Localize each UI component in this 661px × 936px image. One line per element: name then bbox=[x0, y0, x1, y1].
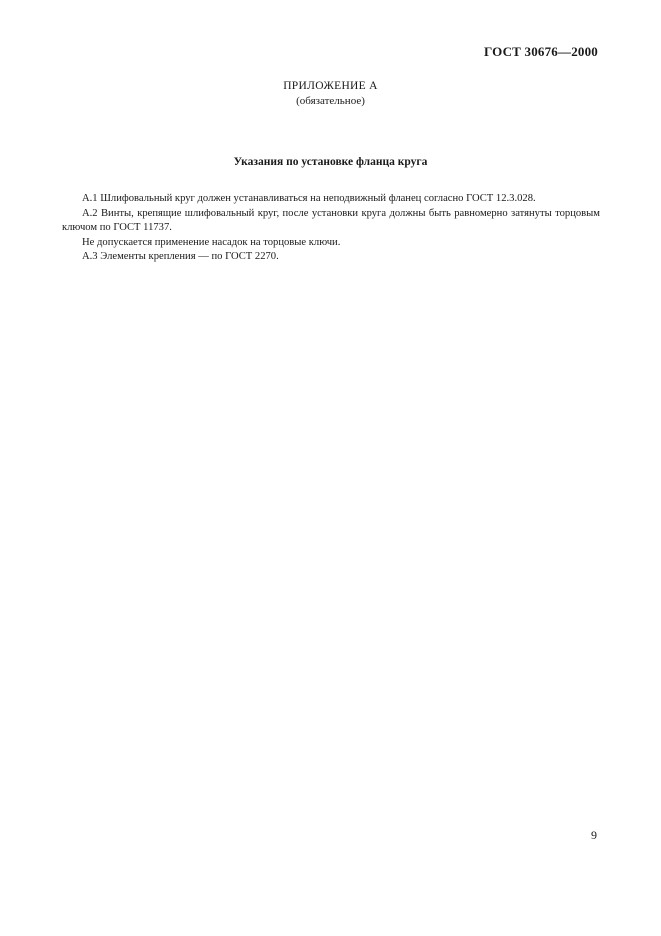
appendix-title: ПРИЛОЖЕНИЕ А bbox=[283, 80, 378, 92]
paragraph-a1: А.1 Шлифовальный круг должен устанавливаться на неподвижный фланец согласно ГОСТ 12.3.028. bbox=[82, 193, 536, 204]
paragraph-a2: А.2 Винты, крепящие шлифовальный круг, после установки круга должны быть равномерно затянуты торцовым ключом по ГОСТ 11737. bbox=[62, 207, 600, 233]
paragraph-note: Не допускается применение насадок на торцовые ключи. bbox=[82, 236, 341, 248]
page-number: 9 bbox=[591, 828, 597, 842]
appendix-status: (обязательное) bbox=[296, 95, 365, 107]
body-text bbox=[62, 192, 600, 265]
document-code: ГОСТ 30676—2000 bbox=[483, 44, 598, 59]
section-heading: Указания по установке фланца круга bbox=[233, 156, 428, 168]
paragraph-a3: А.3 Элементы крепления — по ГОСТ 2270. bbox=[82, 251, 279, 262]
